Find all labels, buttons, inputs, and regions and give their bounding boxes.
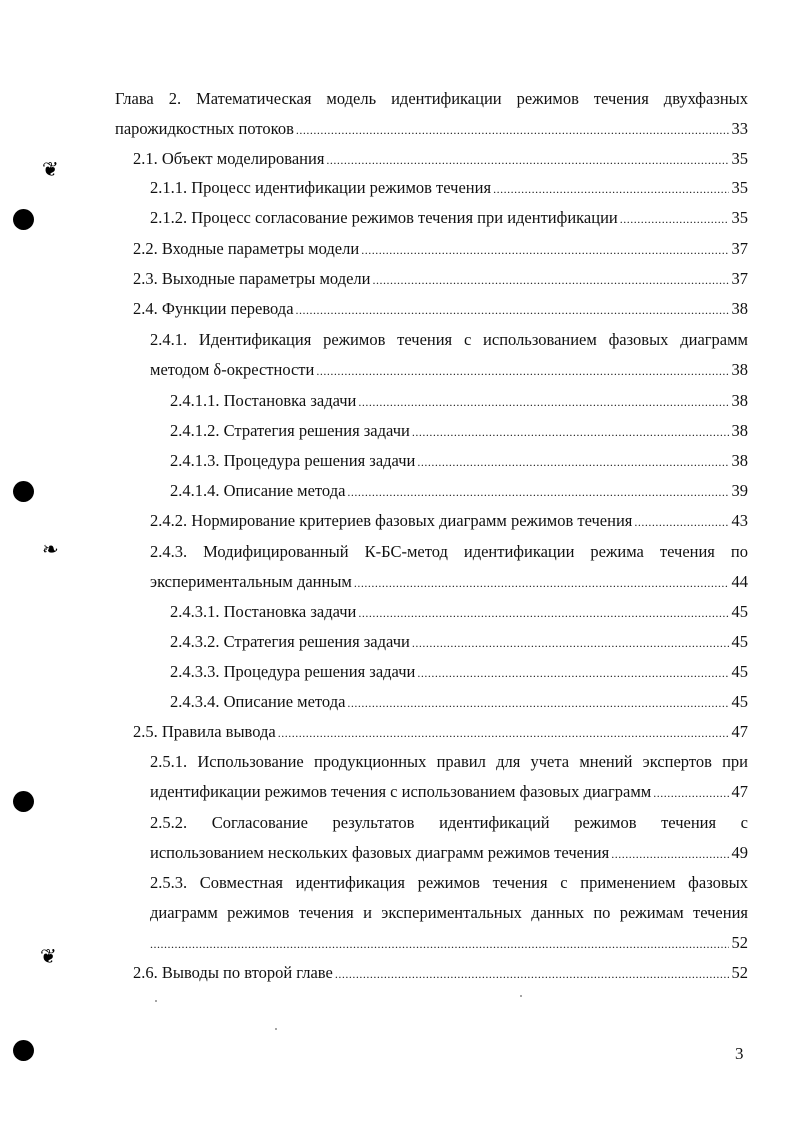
toc-page: 47	[731, 722, 748, 741]
toc-leader	[611, 843, 728, 865]
toc-entry-2-1-2	[150, 207, 748, 229]
toc-entry-2-4-3-3	[170, 661, 748, 683]
toc-page: 35	[731, 208, 748, 227]
toc-page: 37	[731, 239, 748, 258]
toc-leader	[347, 481, 728, 503]
toc-entry-2-4-3-2	[170, 631, 748, 653]
toc-entry-2-4-2	[150, 510, 748, 532]
toc-entry-2-5-1-line-1	[150, 751, 748, 773]
toc-page: 35	[731, 178, 748, 197]
toc-entry-2-2	[133, 238, 748, 260]
toc-text: 2.6. Выводы по второй главе	[133, 963, 333, 982]
toc-leader	[361, 239, 728, 261]
toc-leader	[316, 360, 728, 382]
toc-page: 44	[731, 572, 748, 591]
toc-text: экспериментальным данным	[150, 572, 352, 591]
toc-leader	[354, 572, 729, 594]
toc-leader	[620, 208, 729, 230]
toc-entry-2-4-1-line-1	[150, 329, 748, 351]
toc-text: методом δ-окрестности	[150, 360, 315, 379]
toc-entry-2-5-3-line-3	[150, 932, 748, 954]
toc-text: 2.4.1. Идентификация режимов течения с использованием фазовых диаграмм	[150, 330, 748, 349]
toc-page: 37	[731, 269, 748, 288]
toc-page: 47	[731, 782, 748, 801]
toc-text: 2.5. Правила вывода	[133, 722, 276, 741]
toc-text: 2.4.3.1. Постановка задачи	[170, 602, 357, 621]
toc-text: 2.4.3.2. Стратегия решения задачи	[170, 632, 410, 651]
toc-text: 2.4.3.4. Описание метода	[170, 692, 346, 711]
toc-entry-2-4-3-1	[170, 601, 748, 623]
toc-page: 38	[731, 299, 748, 318]
toc-text: 2.3. Выходные параметры модели	[133, 269, 371, 288]
scan-speck	[520, 995, 522, 997]
scan-blot: ❦	[40, 946, 57, 968]
toc-page: 49	[731, 843, 748, 862]
toc-text: 2.4.3. Модифицированный К-БС-метод идентификации режима течения по	[150, 542, 748, 561]
toc-page: 38	[731, 391, 748, 410]
toc-text: парожидкостных потоков	[115, 119, 294, 138]
toc-page: 52	[731, 963, 748, 982]
toc-chapter-2-line-1	[115, 88, 748, 110]
toc-page: 39	[731, 481, 748, 500]
toc-leader	[493, 178, 728, 200]
scan-speck	[275, 1028, 277, 1030]
toc-page: 45	[731, 662, 748, 681]
toc-leader	[417, 662, 728, 684]
toc-text: идентификации режимов течения с использованием фазовых диаграмм	[150, 782, 652, 801]
toc-leader	[278, 722, 729, 744]
toc-leader	[373, 269, 729, 291]
toc-entry-2-5-2-line-1	[150, 812, 748, 834]
toc-entry-2-4-1-3	[170, 450, 748, 472]
toc-entry-2-5-2-line-2	[150, 842, 748, 864]
toc-page: 35	[731, 149, 748, 168]
toc-text: 2.4.1.4. Описание метода	[170, 481, 346, 500]
toc-text: 2.4.3.3. Процедура решения задачи	[170, 662, 416, 681]
binder-hole	[13, 791, 34, 812]
toc-leader	[358, 602, 728, 624]
toc-text: использованием нескольких фазовых диаграмм режимов течения	[150, 843, 610, 862]
toc-entry-2-5-1-line-2	[150, 781, 748, 803]
scan-speck	[155, 1000, 157, 1002]
toc-text: 2.1. Объект моделирования	[133, 149, 325, 168]
toc-text: 2.5.2. Согласование результатов идентификаций режимов течения с	[150, 813, 748, 832]
toc-entry-2-5-3-line-1	[150, 872, 748, 894]
toc-page: 38	[731, 421, 748, 440]
toc-entry-2-4-1-2	[170, 420, 748, 442]
toc-leader	[653, 782, 728, 804]
toc-page: 33	[731, 119, 748, 138]
toc-page: 43	[731, 511, 748, 530]
toc-text: 2.1.2. Процесс согласование режимов течения при идентификации	[150, 208, 618, 227]
binder-hole	[13, 1040, 34, 1061]
toc-entry-2-1	[133, 148, 748, 170]
toc-page: 45	[731, 692, 748, 711]
toc-leader	[326, 149, 728, 171]
toc-text: 2.1.1. Процесс идентификации режимов течения	[150, 178, 492, 197]
toc-entry-2-1-1	[150, 177, 748, 199]
toc-entry-2-4-1-4	[170, 480, 748, 502]
toc-entry-2-4-3-line-2	[150, 571, 748, 593]
toc-page: 38	[731, 451, 748, 470]
toc-leader	[335, 963, 729, 985]
toc-leader	[412, 421, 729, 443]
page-number: 3	[735, 1044, 744, 1063]
toc-entry-2-4-1-line-2	[150, 359, 748, 381]
toc-leader	[417, 451, 728, 473]
toc-text: 2.4.1.2. Стратегия решения задачи	[170, 421, 410, 440]
toc-entry-2-5	[133, 721, 748, 743]
binder-hole	[13, 209, 34, 230]
toc-leader	[296, 119, 729, 141]
toc-leader	[412, 632, 729, 654]
scan-blot: ❦	[42, 159, 59, 181]
toc-leader	[358, 391, 728, 413]
toc-text: 2.5.1. Использование продукционных правил для учета мнений экспертов при	[150, 752, 748, 771]
toc-entry-2-3	[133, 268, 748, 290]
toc-entry-2-4-1-1	[170, 390, 748, 412]
toc-text: 2.4. Функции перевода	[133, 299, 294, 318]
toc-entry-2-4	[133, 298, 748, 320]
toc-page: 45	[731, 602, 748, 621]
toc-text: диаграмм режимов течения и экспериментальных данных по режимам течения	[150, 903, 748, 922]
toc-text: 2.4.1.3. Процедура решения задачи	[170, 451, 416, 470]
toc-text: 2.5.3. Совместная идентификация режимов течения с применением фазовых	[150, 873, 748, 892]
toc-entry-2-6	[133, 962, 748, 984]
toc-page: 52	[731, 933, 748, 952]
toc-leader	[150, 933, 729, 955]
toc-chapter-2-line-2	[115, 118, 748, 140]
toc-page: 38	[731, 360, 748, 379]
scan-blot: ❧	[42, 539, 59, 561]
toc-text: 2.2. Входные параметры модели	[133, 239, 360, 258]
toc-text: 2.4.2. Нормирование критериев фазовых диаграмм режимов течения	[150, 511, 633, 530]
toc-page: 45	[731, 632, 748, 651]
toc-text: Глава 2. Математическая модель идентификации режимов течения двухфазных	[115, 89, 748, 108]
toc-entry-2-5-3-line-2	[150, 902, 748, 924]
toc-entry-2-4-3-4	[170, 691, 748, 713]
toc-leader	[296, 299, 729, 321]
toc-leader	[634, 511, 728, 533]
toc-entry-2-4-3-line-1	[150, 541, 748, 563]
binder-hole	[13, 481, 34, 502]
toc-text: 2.4.1.1. Постановка задачи	[170, 391, 357, 410]
toc-leader	[347, 692, 728, 714]
